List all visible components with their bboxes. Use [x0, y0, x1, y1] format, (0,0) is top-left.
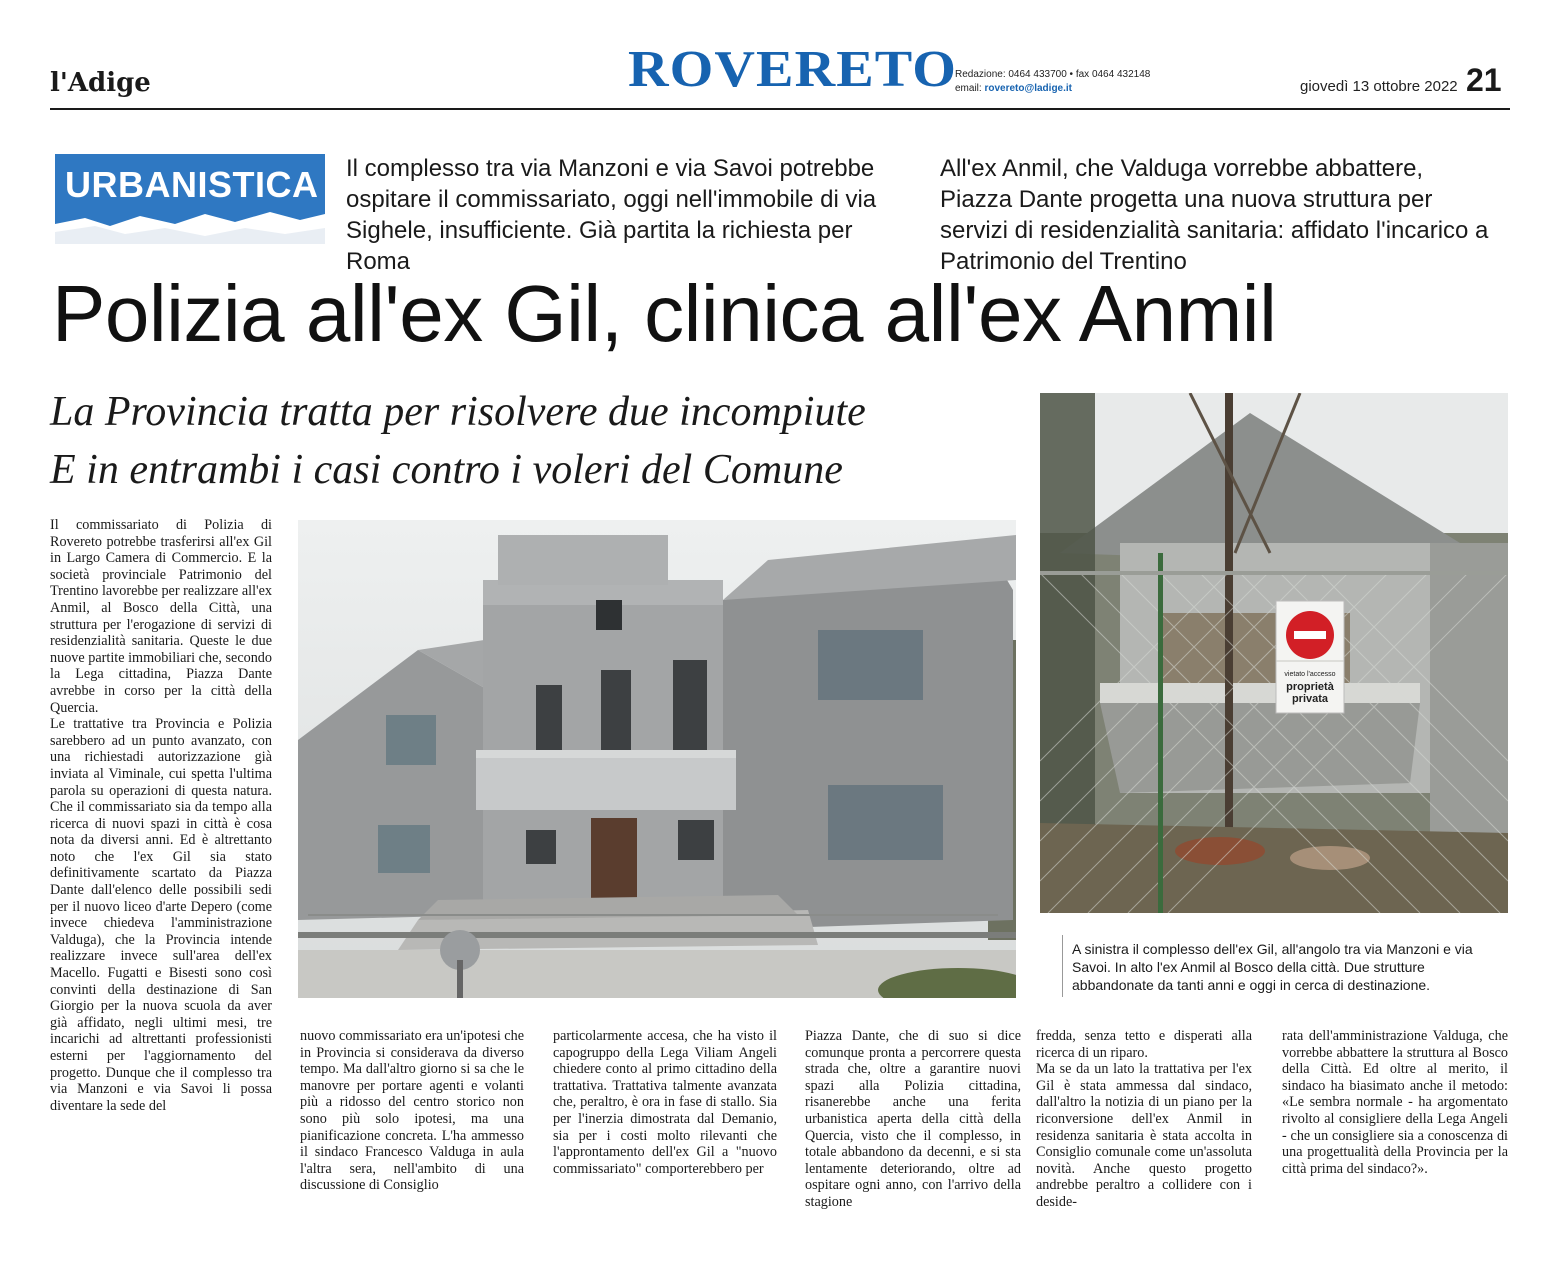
contact-info: [955, 68, 1150, 96]
contact-email: rovereto@ladige.it: [984, 83, 1073, 94]
sign-text: [1276, 669, 1344, 705]
article-column-6: rata dell'amministrazione Valduga, che vorrebbe abbattere la struttura al Bosco della Città. Ed oltre al merito, il sindaco ha biasimato anche il metodo: «Le sembra normale - ha argomentato rivolto al consigliere della Lega Angeli - che un consigliere sia a conoscenza di una progettualità della Provincia per la città prima del sindaco?».: [1282, 1028, 1508, 1177]
photo-ex-anmil: [1040, 393, 1508, 913]
issue-date: giovedì 13 ottobre 2022: [1300, 78, 1458, 95]
category-badge: [55, 154, 325, 244]
deck-right: All'ex Anmil, che Valduga vorrebbe abbattere, Piazza Dante progetta una nuova struttura per servizi di residenzialità sanitaria: affidato l'incarico a Patrimonio del Trentino: [940, 155, 1489, 275]
article-column-4: Piazza Dante, che di suo si dice comunque pronta a percorrere questa strada che, oltre a garantire nuovi spazi alla Polizia cittadina, risanerebbe anche una ferita urbanistica aperta della città della Quercia, visto che il complesso, in totale abbandono da decenni, e si sta lentamente deteriorando, oltre ad ospitare ogni anno, con l'arrivo della stagione: [805, 1028, 1021, 1210]
subhead-2: E in entrambi i casi contro i voleri del Comune: [50, 447, 843, 493]
sign-line-2: proprietà: [1286, 681, 1334, 693]
article-column-3: particolarmente accesa, che ha visto il capogruppo della Lega Viliam Angeli chiedere conto al primo cittadino della trattativa. Trattativa talmente avanzata che, peraltro, è ora in fase di stallo. Sia per l'inerzia dimostrata dal Demanio, sia per i costi molto rilevanti che l'approntamento dell'ex Gil a "nuovo commissariato" comporterebbero per: [553, 1028, 777, 1177]
deck-left: Il complesso tra via Manzoni e via Savoi potrebbe ospitare il commissariato, oggi nell'immobile di via Sighele, insufficiente. Già partita la richiesta per Roma: [346, 155, 877, 275]
header-rule: [50, 108, 1510, 110]
page-number: 21: [1466, 62, 1502, 98]
article-column-5: fredda, senza tetto e disperati alla ricerca di un riparo. Ma se da un lato la trattativa per l'ex Gil è stata ammessa dal sindaco, dall'altro la notizia di un piano per la riconversione dell'ex Anmil in residenza sanitaria è stata accolta in Consiglio comunale come un'assoluta novità. Anche questo progetto andrebbe peraltro a collidere con i deside-: [1036, 1028, 1252, 1210]
contact-email-label: email:: [955, 83, 985, 94]
section-title: ROVERETO: [628, 41, 958, 98]
sign-line-3: privata: [1291, 693, 1329, 705]
photo-caption: A sinistra il complesso dell'ex Gil, all'angolo tra via Manzoni e via Savoi. In alto l'ex Anmil al Bosco della città. Due strutture abbandonate da tanti anni e oggi in cerca di destinazione.: [1072, 941, 1473, 993]
newspaper-logo: l'Adige: [50, 68, 151, 98]
category-label: URBANISTICA: [65, 164, 319, 205]
photo-ex-gil: [298, 520, 1016, 998]
contact-phone-line: Redazione: 0464 433700 • fax 0464 432148: [955, 69, 1151, 80]
article-column-1: Il commissariato di Polizia di Rovereto potrebbe trasferirsi all'ex Gil in Largo Camera di Commercio. E la società provinciale Patrimonio del Trentino lavorebbe per realizzare all'ex Anmil, al Bosco della Città, una struttura per l'erogazione di servizi di residenzialità sanitaria. Queste le due nuove partite immobiliari che, secondo la Lega cittadina, Piazza Dante avrebbe in corso per la città della Quercia. Le trattative tra Provincia e Polizia sarebbero ad un punto avanzato, con una richiestadi autorizzazione già inviata al Viminale, cui spetta l'ultima parola su operazioni di questa natura. Che il commissariato sia da tempo alla ricerca di nuovi spazi in città è cosa nota da diversi anni. Ed è altrettanto noto che l'ex Gil sia stato definitivamente scartato da Piazza Dante dall'elenco delle possibili sedi per il nuovo liceo d'arte Depero (come invece chiedeva l'amministrazione Valduga), che la Provincia intende realizzare invece sull'area dell'ex Macello. Fugatti e Bisesti sono così convinti della destinazione di San Giorgio per la nuova scuola da aver già affidato, negli ultimi mesi, tre incarichi ad altrettanti professionisti esterni per l'aggiornamento del progetto. Dunque che il complesso tra via Manzoni e via Savoi li possa diventare la sede del: [50, 517, 272, 1114]
headline: Polizia all'ex Gil, clinica all'ex Anmil: [52, 269, 1277, 358]
contact-email-line: [955, 82, 1150, 96]
caption-rule: [1062, 935, 1063, 997]
subhead-1: La Provincia tratta per risolvere due incompiute: [50, 389, 866, 435]
article-column-2: nuovo commissariato era un'ipotesi che in Provincia si considerava da diverso tempo. Ma dall'altro giorno si sa che le manovre per portare agenti e volanti più a ridosso del centro storico non sono più solo ipotesi, ma una pianificazione concreta. L'ha ammesso il sindaco Francesco Valduga in aula l'altra sera, nell'ambito di una discussione di Consiglio: [300, 1028, 524, 1194]
sign-line-1: vietato l'accesso: [1284, 671, 1336, 678]
